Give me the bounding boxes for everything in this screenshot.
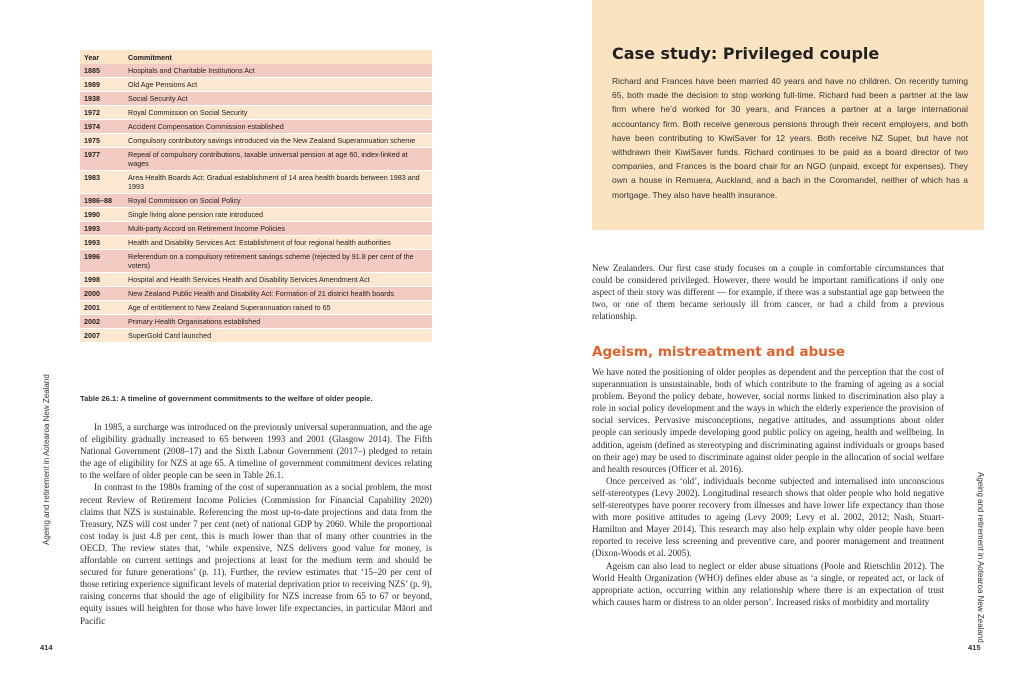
table-row xyxy=(80,287,432,301)
right-intro-text xyxy=(592,262,944,322)
year-cell: 1996 xyxy=(80,250,124,273)
year-cell: 2001 xyxy=(80,301,124,315)
year-column-header: Year xyxy=(80,50,124,64)
commitment-cell: Primary Health Organisations established xyxy=(124,315,432,329)
paragraph: Ageism can also lead to neglect or elder abuse situations (Poole and Rietschlin 2012). The World Health Organization (WHO) defines elder abuse as ‘a single, or repeated act, or lack of appropriate action, occurring within any relationship where there is an expectation of trust which causes harm or distress to an older person’. Increased risks of morbidity and mortality xyxy=(592,560,944,607)
year-cell: 2000 xyxy=(80,287,124,301)
paragraph: We have noted the positioning of older peoples as dependent and the perception that the cost of superannuation is unsustainable, both of which contribute to the framing of ageing as a social problem. Beyond the policy debate, however, social norms linked to discrimination also play a role in social policy development and the ways in which the elderly experience the provision of social services. Pervasive misconceptions, negative attitudes, and assumptions about older people can seriously impede developing good public policy on ageing, health and wellbeing. In addition, ageism (defined as stereotyping and discriminating against individuals or groups based on their age) may be used to discriminate against older people in the allocation of social welfare and health resources (Officer et al. 2016). xyxy=(592,367,944,474)
paragraph: New Zealanders. Our first case study focuses on a couple in comfortable circumstances that could be considered privileged. However, there would be important ramifications if only one aspect of their story was different — for example, if there was a substantial age gap between the two, or one of them became seriously ill from cancer, or had a child from a previous relationship. xyxy=(592,263,944,322)
year-cell: 1986–88 xyxy=(80,194,124,208)
table-row xyxy=(80,236,432,250)
table-row xyxy=(80,250,432,273)
table-row xyxy=(80,208,432,222)
year-cell: 1983 xyxy=(80,171,124,194)
year-cell: 1989 xyxy=(80,78,124,92)
commitment-cell: Repeal of compulsory contributions, taxable universal pension at age 60, index-linked at wages xyxy=(124,148,432,171)
year-cell: 2002 xyxy=(80,315,124,329)
year-cell: 1977 xyxy=(80,148,124,171)
table-row xyxy=(80,194,432,208)
commitment-cell: New Zealand Public Health and Disability Act: Formation of 21 district health boards xyxy=(124,287,432,301)
commitment-cell: Accident Compensation Commission established xyxy=(124,120,432,134)
left-body-text xyxy=(80,421,432,627)
paragraph: Once perceived as ‘old’, individuals become subjected and internalised into unconscious self-stereotypes (Levy 2002). Longitudinal research shows that older people who hold negative self-stereotypes have poorer recovery from illnesses and have lower life expectancy than those with more positive attitudes to ageing (Levy 2009; Levy et al. 2002, 2012; Nash, Stuart-Hamilton and Mayer 2014). This research may also help explain why older people have been reported to receive less screening and preventive care, and poorer management and treatment (Dixon-Woods et al. 2005). xyxy=(592,475,944,559)
commitment-cell: Royal Commission on Social Policy xyxy=(124,194,432,208)
commitment-cell: Hospital and Health Services Health and Disability Services Amendment Act xyxy=(124,273,432,287)
year-cell: 1938 xyxy=(80,92,124,106)
table-row xyxy=(80,120,432,134)
table-row xyxy=(80,64,432,78)
table-row xyxy=(80,92,432,106)
commitment-cell: Royal Commission on Social Security xyxy=(124,106,432,120)
running-head: Ageing and retirement in Aotearoa New Zealand xyxy=(976,472,985,643)
table-row xyxy=(80,222,432,236)
commitment-cell: SuperGold Card launched xyxy=(124,329,432,343)
page-number: 414 xyxy=(40,643,53,652)
commitment-cell: Hospitals and Charitable Institutions Act xyxy=(124,64,432,78)
table-row xyxy=(80,273,432,287)
commitment-cell: Compulsory contributory savings introduced via the New Zealand Superannuation scheme xyxy=(124,134,432,148)
section-heading: Ageism, mistreatment and abuse xyxy=(592,344,846,360)
year-cell: 1998 xyxy=(80,273,124,287)
year-cell: 1993 xyxy=(80,236,124,250)
commitment-cell: Multi-party Accord on Retirement Income Policies xyxy=(124,222,432,236)
table-row xyxy=(80,171,432,194)
table-body xyxy=(80,64,432,343)
commitment-cell: Referendum on a compulsory retirement savings scheme (rejected by 91.8 per cent of the voters) xyxy=(124,250,432,273)
case-study-text: Richard and Frances have been married 40 years and have no children. On recently turning 65, both made the decision to stop working full-time. Richard had been a partner at the law firm where he’d worked for 30 years, and Frances a partner at a large international accountancy firm. Both receive generous pensions through their recent employers, and both have been contributing to KiwiSaver for 12 years. Both receive NZ Super, but have not withdrawn their KiwiSaver funds. Richard continues to be paid as a board director of two companies, and Frances is the board chair for an NGO (unpaid, except for expenses). They own a house in Remuera, Auckland, and a bach in the Coromandel, neither of which has a mortgage. They also have health insurance. xyxy=(612,76,968,200)
commitment-cell: Single living alone pension rate introduced xyxy=(124,208,432,222)
year-cell: 2007 xyxy=(80,329,124,343)
paragraph: In 1985, a surcharge was introduced on the previously universal superannuation, and the age of eligibility gradually increased to 65 between 1993 and 2001 (Glasgow 2014). The Fifth National Government (2008–17) and the Sixth Labour Government (2017–) pledged to retain the age of eligibility for NZS at age 65. A timeline of government commitment devices relating to the welfare of older people can be seen in Table 26.1. xyxy=(80,422,432,481)
table-row xyxy=(80,134,432,148)
year-cell: 1885 xyxy=(80,64,124,78)
paragraph: In contrast to the 1980s framing of the cost of superannuation as a social problem, the most recent Review of Retirement Income Policies (Commission for Financial Capability 2020) claims that NZS is sustainable. Referencing the most up-to-date projections and data from the Treasury, NZS will cost under 7 per cent (net) of national GDP by 2060. While the proportional cost today is just 4.8 per cent, this is much lower than that of many other countries in the OECD. The review states that, ‘while expensive, NZS delivers good value for money, is affordable on current settings and projections at least for the medium term and should be secured for future generations’ (p. 11). Further, the review estimates that ‘15–20 per cent of those retiring experience significant levels of material deprivation prior to receiving NZS’ (p. 9), raising concerns that should the age of eligibility for NZS increase from 65 to 67 or beyond, equity issues will heighten for those who have lower life expectancies, in particular Māori and Pacific xyxy=(80,482,432,626)
commitment-cell: Age of entitlement to New Zealand Superannuation raised to 65 xyxy=(124,301,432,315)
case-study-box xyxy=(592,0,984,230)
running-head: Ageing and retirement in Aotearoa New Zealand xyxy=(42,374,51,545)
year-cell: 1974 xyxy=(80,120,124,134)
year-cell: 1972 xyxy=(80,106,124,120)
right-body-text xyxy=(592,366,944,608)
page-number: 415 xyxy=(968,643,981,652)
year-cell: 1993 xyxy=(80,222,124,236)
commitment-cell: Old Age Pensions Act xyxy=(124,78,432,92)
case-study-title: Case study: Privileged couple xyxy=(612,44,880,63)
table-row xyxy=(80,315,432,329)
table-row xyxy=(80,301,432,315)
table-row xyxy=(80,78,432,92)
table-row xyxy=(80,148,432,171)
table-row xyxy=(80,106,432,120)
timeline-table xyxy=(80,50,432,343)
commitment-column-header: Commitment xyxy=(124,50,432,64)
year-cell: 1975 xyxy=(80,134,124,148)
commitment-cell: Area Health Boards Act: Gradual establishment of 14 area health boards between 1983 and 1993 xyxy=(124,171,432,194)
year-cell: 1990 xyxy=(80,208,124,222)
commitment-cell: Health and Disability Services Act: Establishment of four regional health authorities xyxy=(124,236,432,250)
table-header-row xyxy=(80,50,432,64)
commitment-cell: Social Security Act xyxy=(124,92,432,106)
table-caption: Table 26.1: A timeline of government commitments to the welfare of older people. xyxy=(80,394,373,403)
table-row xyxy=(80,329,432,343)
